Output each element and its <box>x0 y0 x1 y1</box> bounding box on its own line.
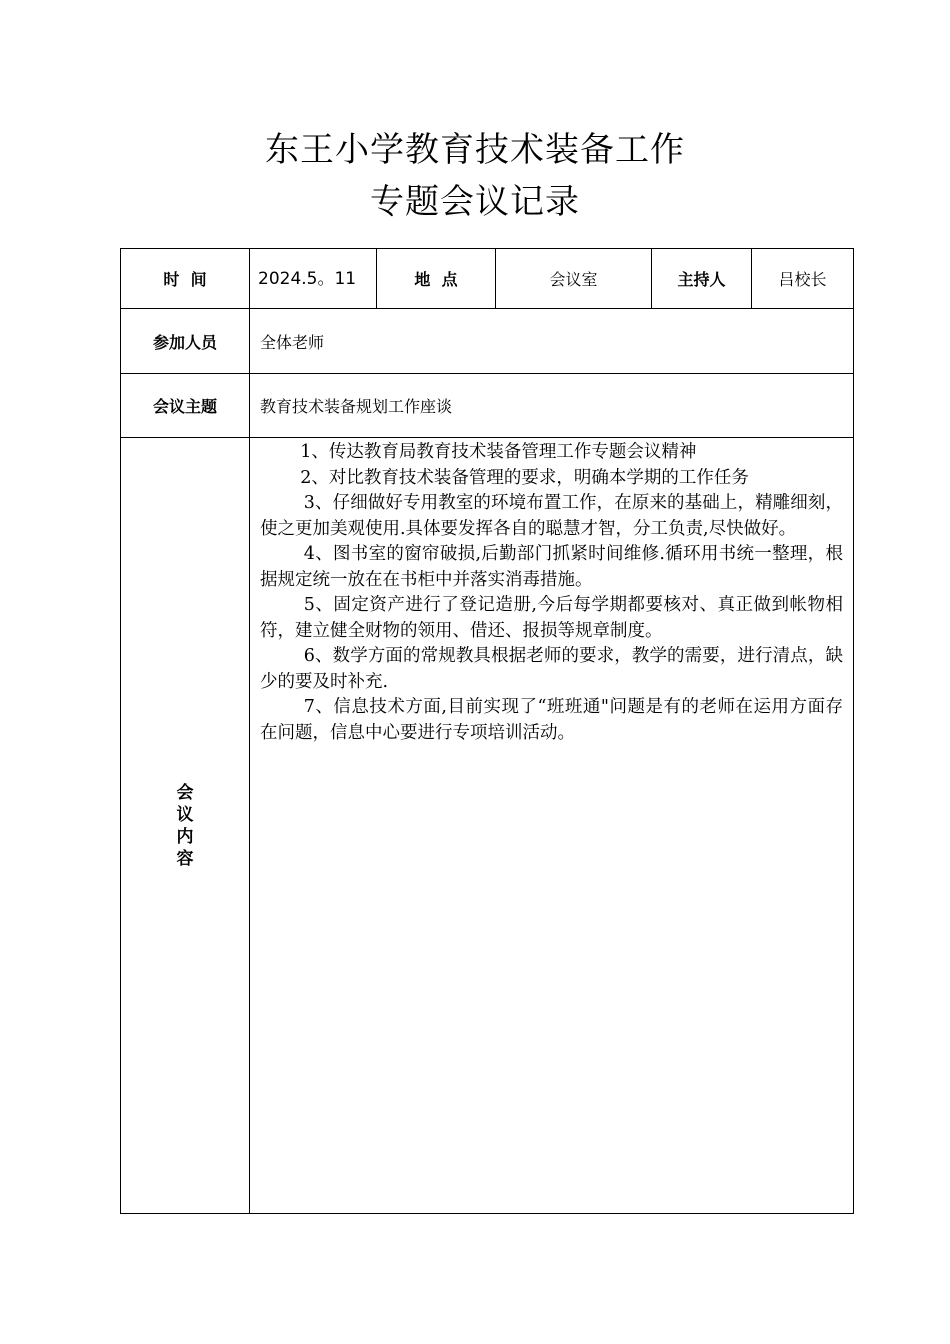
topic-label: 会议主题 <box>121 374 250 438</box>
row-time-place-host <box>121 249 854 309</box>
content-label <box>121 438 250 1214</box>
attendees-value: 全体老师 <box>250 309 854 374</box>
content-item: 1、传达教育局教育技术装备管理工作专题会议精神 <box>300 442 697 462</box>
host-value: 吕校长 <box>752 249 854 309</box>
document-title-line1: 东王小学教育技术装备工作 <box>265 130 685 170</box>
content-item: 5、固定资产进行了登记造册,今后每学期都要核对、真正做到帐物相符，建立健全财物的领用、借还、报损等规章制度。 <box>260 595 843 641</box>
host-label: 主持人 <box>652 249 752 309</box>
time-label: 时 间 <box>121 249 250 309</box>
attendees-label: 参加人员 <box>121 309 250 374</box>
meeting-record-table <box>120 248 854 1214</box>
place-value: 会议室 <box>496 249 652 309</box>
content-item: 3、仔细做好专用教室的环境布置工作，在原来的基础上，精雕细刻，使之更加美观使用.具体要发挥各自的聪慧才智，分工负责,尽快做好。 <box>260 493 843 539</box>
row-attendees <box>121 309 854 374</box>
row-content <box>121 438 854 1214</box>
document-title-line2: 专题会议记录 <box>370 182 580 222</box>
topic-value: 教育技术装备规划工作座谈 <box>250 374 854 438</box>
content-item: 7、信息技术方面,目前实现了“班班通"问题是有的老师在运用方面存在问题，信息中心要进行专项培训活动。 <box>260 697 843 743</box>
content-item: 4、图书室的窗帘破损,后勤部门抓紧时间维修.循环用书统一整理，根据规定统一放在在书柜中并落实消毒措施。 <box>260 544 843 590</box>
content-label-text: 会议内容 <box>176 782 194 869</box>
content-item: 2、对比教育技术装备管理的要求，明确本学期的工作任务 <box>300 467 749 488</box>
row-topic <box>121 374 854 438</box>
place-label: 地 点 <box>377 249 496 309</box>
time-value: 2024.5。11 <box>250 249 377 309</box>
content-item: 6、数学方面的常规教具根据老师的要求，教学的需要，进行清点，缺少的要及时补充. <box>260 646 843 692</box>
content-body <box>250 438 854 1214</box>
